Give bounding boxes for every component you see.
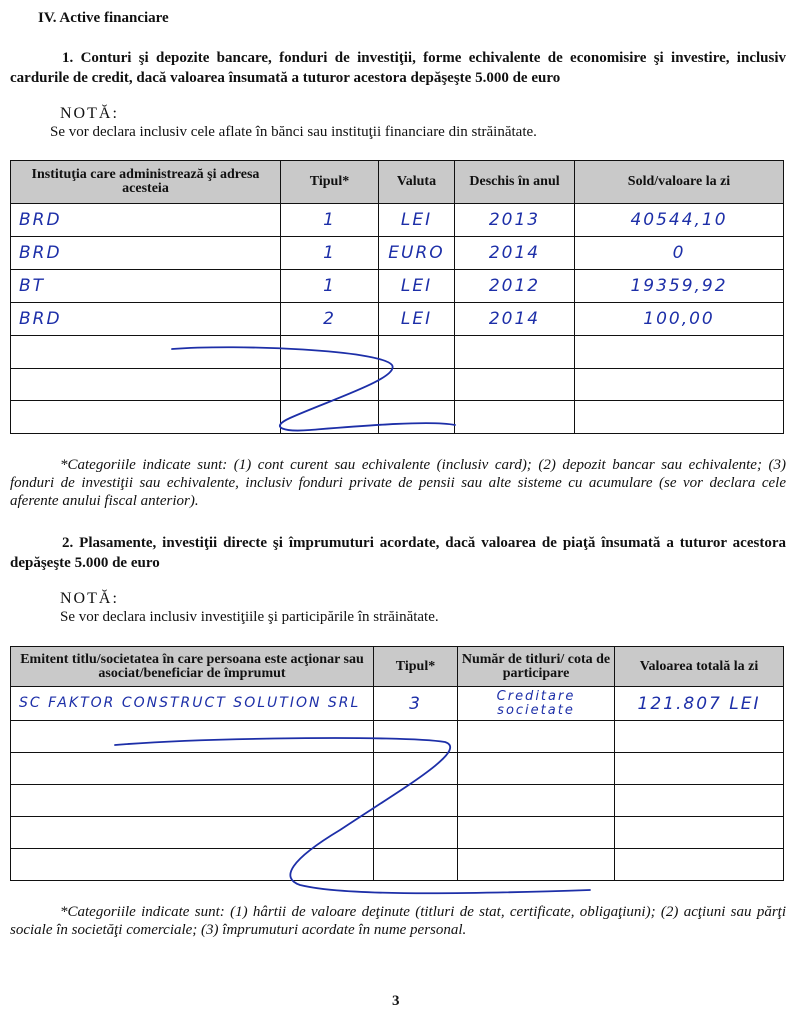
cell-total-value [615,785,784,817]
part2-footnote: *Categoriile indicate sunt: (1) hârtii de valoare deţinute (titluri de stat, certificate, obligaţiuni); (2) acţiuni sau părţi sociale în societăţi comerciale; (3) împrumuturi acordate în nume personal. [10,904,786,938]
cell-currency [379,369,455,401]
cell-total-value [615,849,784,881]
col-type: Tipul* [374,647,458,687]
cell-shares [458,785,615,817]
cell-year [455,336,575,369]
table-row [11,336,784,369]
cell-total-value [615,721,784,753]
col-type: Tipul* [281,161,379,204]
cell-type [374,817,458,849]
cell-type [374,721,458,753]
cell-balance: 100,00 [575,303,784,336]
cell-type: 1 [281,237,379,270]
cell-institution [11,401,281,434]
part1-nota-text: Se vor declara inclusiv cele aflate în bănci sau instituţii financiare din străinătate. [50,124,537,140]
cell-type: 1 [281,204,379,237]
part2-nota-text: Se vor declara inclusiv investiţiile şi participările în străinătate. [60,609,439,625]
cell-balance [575,369,784,401]
cell-currency: EURO [379,237,455,270]
cell-shares: Creditare societate [458,687,615,721]
table-header-row [11,647,784,687]
table-row [11,687,784,721]
cell-balance: 0 [575,237,784,270]
cell-total-value: 121.807 LEI [615,687,784,721]
part2-nota-label: NOTĂ: [60,590,119,607]
section-title: IV. Active financiare [38,10,169,26]
bank-accounts-table [10,160,784,434]
part1-footnote: *Categoriile indicate sunt: (1) cont curent sau echivalente (inclusiv card); (2) depozit bancar sau echivalente; (3) fonduri de investiţii sau echivalente, inclusiv fonduri private de pensii sau alte sisteme cu acumulare (se vor declara cele aferente anului fiscal anterior). [10,457,786,509]
cell-year [455,401,575,434]
cell-type [374,849,458,881]
table-row [11,369,784,401]
table-row [11,237,784,270]
cell-total-value [615,817,784,849]
cell-year [455,369,575,401]
cell-year: 2014 [455,303,575,336]
cell-balance: 40544,10 [575,204,784,237]
part1-heading: 1. Conturi şi depozite bancare, fonduri de investiţii, forme echivalente de economisire şi investire, inclusiv cardurile de credit, dacă valoarea însumată a tuturor acestora depăşeşte 5.000 de euro [10,50,786,86]
cell-year: 2012 [455,270,575,303]
cell-type: 1 [281,270,379,303]
cell-currency [379,336,455,369]
cell-shares [458,753,615,785]
cell-institution: BRD [11,237,281,270]
table-row [11,721,784,753]
cell-issuer [11,817,374,849]
table-header-row [11,161,784,204]
cell-year: 2014 [455,237,575,270]
cell-currency: LEI [379,303,455,336]
cell-currency [379,401,455,434]
cell-shares [458,817,615,849]
cell-institution: BT [11,270,281,303]
part1-nota-label: NOTĂ: [60,105,119,122]
col-shares: Număr de titluri/ cota de participare [458,647,615,687]
cell-shares [458,721,615,753]
cell-type [374,785,458,817]
cell-institution [11,336,281,369]
cell-currency: LEI [379,204,455,237]
col-balance: Sold/valoare la zi [575,161,784,204]
cell-type [374,753,458,785]
cell-type [281,336,379,369]
col-institution: Instituţia care administrează şi adresa acesteia [11,161,281,204]
cell-balance [575,401,784,434]
investments-table [10,646,784,881]
cell-currency: LEI [379,270,455,303]
cell-shares [458,849,615,881]
table-row [11,270,784,303]
cell-type: 3 [374,687,458,721]
cell-institution: BRD [11,204,281,237]
cell-year: 2013 [455,204,575,237]
page-number: 3 [392,993,400,1009]
table-row [11,303,784,336]
cell-issuer [11,849,374,881]
cell-type [281,401,379,434]
table-row [11,849,784,881]
table-row [11,204,784,237]
col-total-value: Valoarea totală la zi [615,647,784,687]
cell-issuer: SC FAKTOR CONSTRUCT SOLUTION SRL [11,687,374,721]
cell-issuer [11,753,374,785]
cell-total-value [615,753,784,785]
cell-issuer [11,785,374,817]
col-currency: Valuta [379,161,455,204]
cell-type [281,369,379,401]
cell-balance: 19359,92 [575,270,784,303]
col-opened-year: Deschis în anul [455,161,575,204]
table-row [11,817,784,849]
cell-balance [575,336,784,369]
cell-institution [11,369,281,401]
cell-institution: BRD [11,303,281,336]
table-row [11,753,784,785]
cell-issuer [11,721,374,753]
table-row [11,401,784,434]
part2-heading: 2. Plasamente, investiţii directe şi împrumuturi acordate, dacă valoarea de piaţă însumată a tuturor acestora depăşeşte 5.000 de euro [10,535,786,571]
table-row [11,785,784,817]
col-issuer: Emitent titlu/societatea în care persoana este acţionar sau asociat/beneficiar de împrumut [11,647,374,687]
cell-type: 2 [281,303,379,336]
